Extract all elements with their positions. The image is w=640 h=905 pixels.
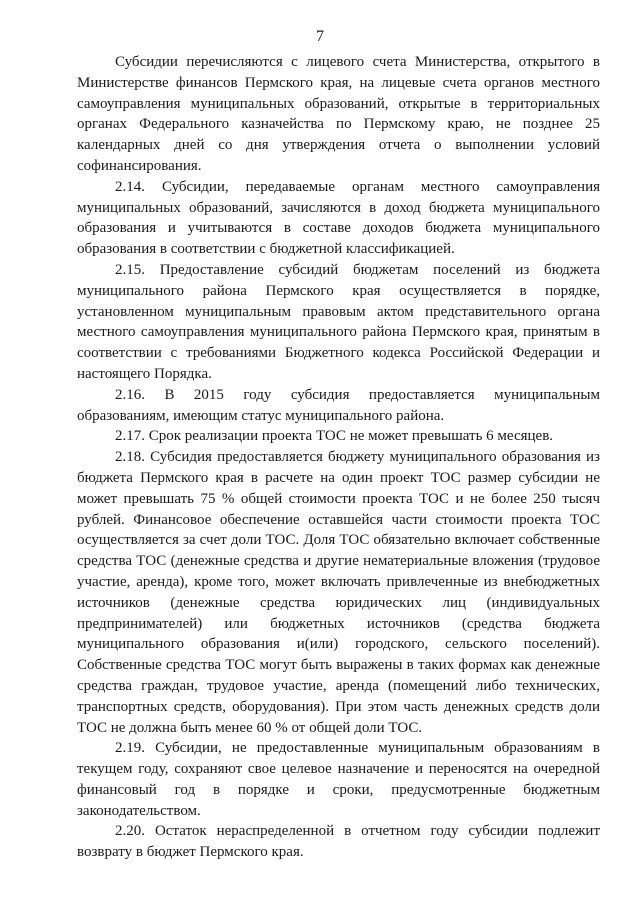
document-body	[77, 52, 600, 863]
paragraph-2-14: 2.14. Субсидии, передаваемые органам местного самоуправления муниципальных образований, зачисляются в доход бюджета муниципального образования и учитываются в составе доходов бюджета муниципального образования в соответствии с бюджетной классификацией.	[77, 178, 600, 258]
page-number: 7	[316, 28, 324, 45]
paragraph-2-20: 2.20. Остаток нераспределенной в отчетном году субсидии подлежит возврату в бюджет Пермского края.	[77, 823, 600, 861]
paragraph-subsidy-transfer: Субсидии перечисляются с лицевого счета Министерства, открытого в Министерстве финансов Пермского края, на лицевые счета органов местного самоуправления муниципальных образований, открытые в территориальных органах Федерального казначейства по Пермскому краю, не позднее 25 календарных дней со дня утверждения отчета о выполнении условий софинансирования.	[77, 54, 600, 174]
paragraph-2-15: 2.15. Предоставление субсидий бюджетам поселений из бюджета муниципального района Пермского края осуществляется в порядке, установленном муниципальным правовым актом представительного органа местного самоуправления муниципального района Пермского края, принятым в соответствии с требованиями Бюджетного кодекса Российской Федерации и настоящего Порядка.	[77, 261, 600, 382]
paragraph-2-19: 2.19. Субсидии, не предоставленные муниципальным образованиям в текущем году, сохраняют свое целевое назначение и переносятся на очередной финансовый год в порядке и сроки, предусмотренные бюджетным законодательством.	[77, 740, 600, 819]
paragraph-2-18: 2.18. Субсидия предоставляется бюджету муниципального образования из бюджета Пермского края в расчете на один проект ТОС размер субсидии не может превышать 75 % общей стоимости проекта ТОС и не более 250 тысяч рублей. Финансовое обеспечение оставшейся части стоимости проекта ТОС осуществляется за счет доли ТОС. Доля ТОС обязательно включает собственные средства ТОС (денежные средства и другие нематериальные вложения (трудовое участие, аренда), кроме того, может включать привлеченные из внебюджетных источников (денежные средства юридических лиц (индивидуальных предпринимателей) или бюджетных источников (средства бюджета муниципального образования и(или) городского, сельского поселений). Собственные средства ТОС могут быть выражены в таких формах как денежные средства граждан, трудовое участие, аренда (помещений либо технических, транспортных средств, оборудования). При этом часть денежных средств доли ТОС не должна быть менее 60 % от общей доли ТОС.	[77, 449, 600, 736]
paragraph-2-16: 2.16. В 2015 году субсидия предоставляется муниципальным образованиям, имеющим статус муниципального района.	[77, 386, 600, 424]
paragraph-2-17: 2.17. Срок реализации проекта ТОС не может превышать 6 месяцев.	[115, 428, 554, 445]
